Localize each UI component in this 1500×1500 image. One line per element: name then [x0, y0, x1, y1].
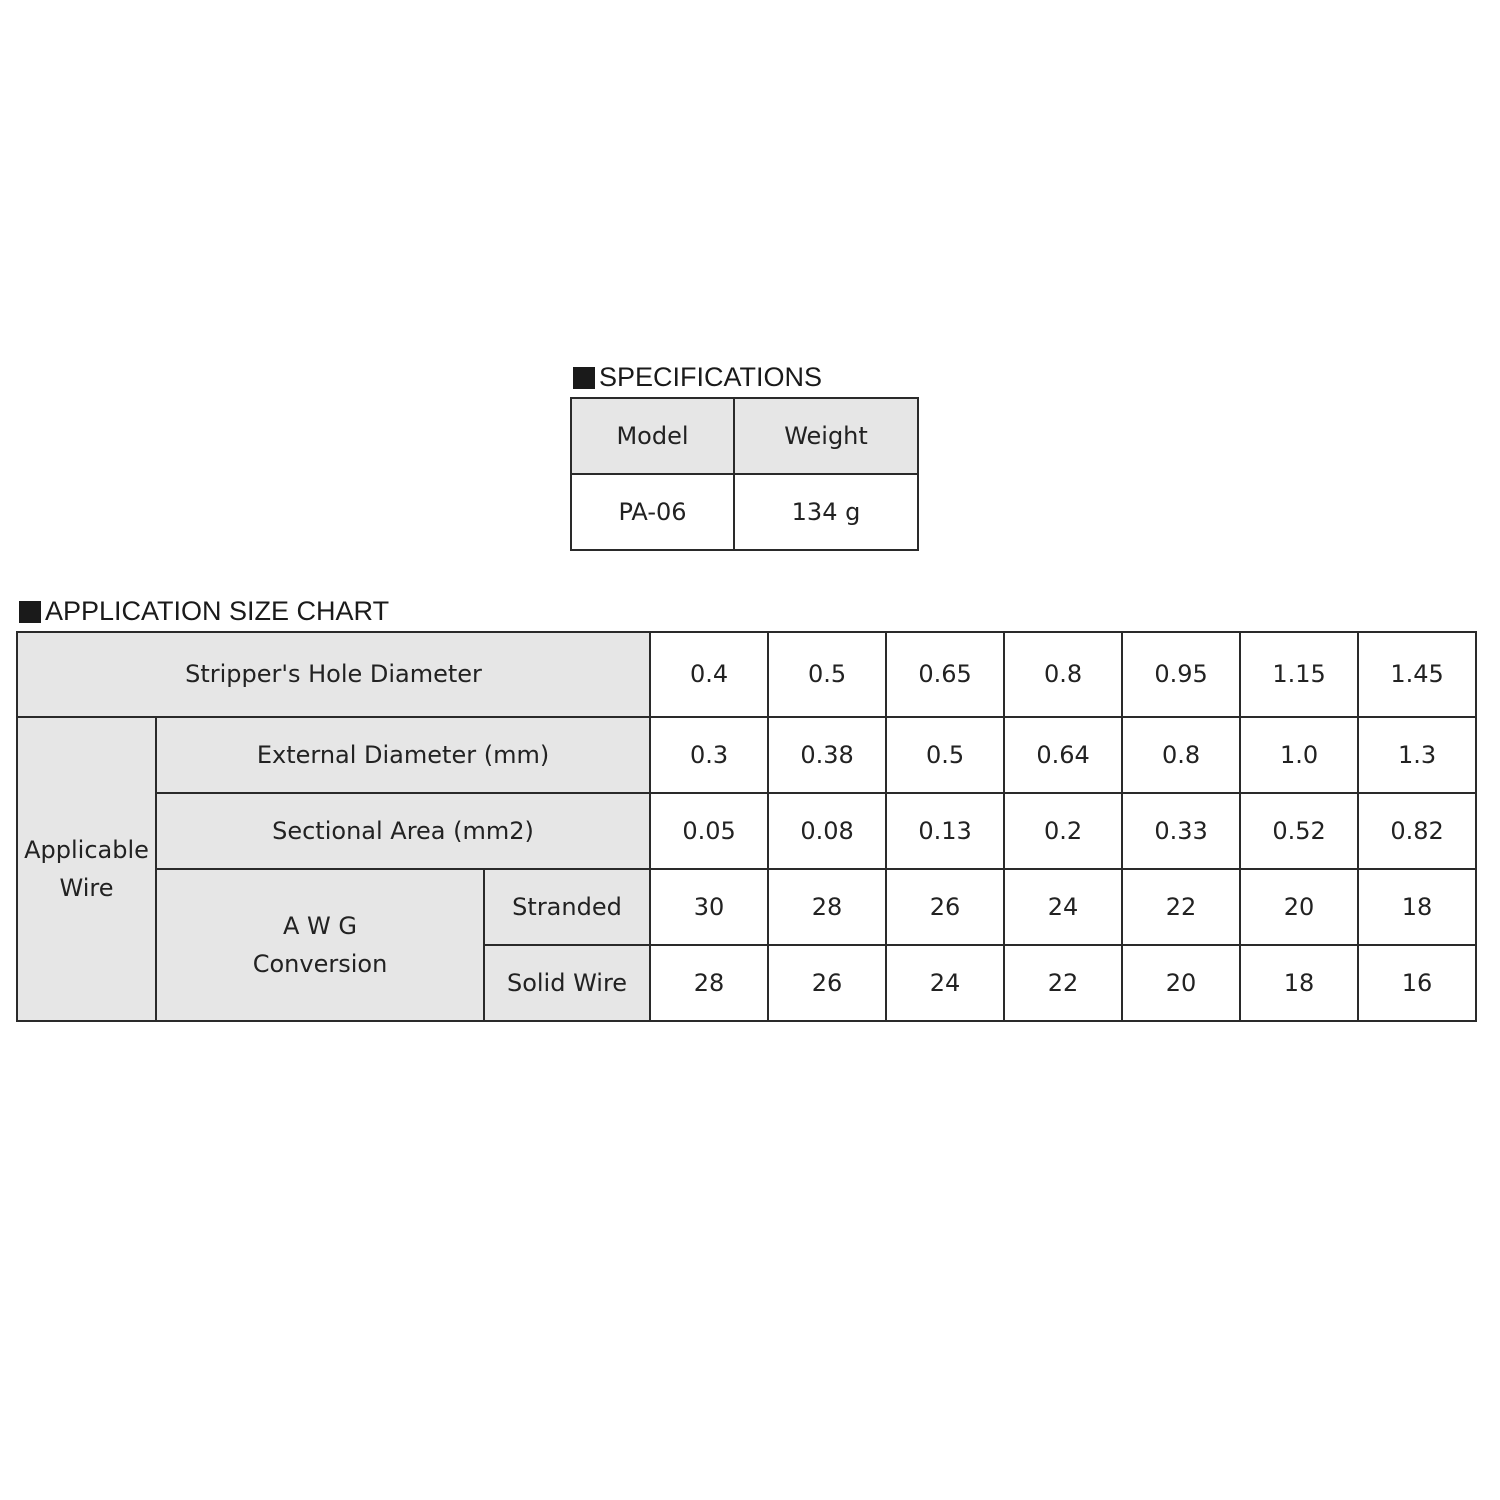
hole-diameter-value: 0.5: [768, 632, 886, 717]
table-row: [17, 793, 1476, 869]
sectional-area-value: 0.82: [1358, 793, 1476, 869]
solid-awg-value: 20: [1122, 945, 1240, 1021]
solid-awg-value: 16: [1358, 945, 1476, 1021]
solid-awg-value: 22: [1004, 945, 1122, 1021]
stranded-awg-value: 20: [1240, 869, 1358, 945]
stranded-awg-value: 18: [1358, 869, 1476, 945]
applicable-wire-label: [17, 717, 156, 1021]
column-header-weight: Weight: [734, 398, 918, 474]
hole-diameter-value: 0.4: [650, 632, 768, 717]
external-diameter-value: 0.64: [1004, 717, 1122, 793]
stranded-awg-value: 30: [650, 869, 768, 945]
external-diameter-value: 0.38: [768, 717, 886, 793]
external-diameter-value: 0.5: [886, 717, 1004, 793]
size-chart-heading-text: APPLICATION SIZE CHART: [45, 596, 390, 626]
solid-awg-value: 18: [1240, 945, 1358, 1021]
sectional-area-value: 0.08: [768, 793, 886, 869]
size-chart-heading: [19, 596, 389, 627]
awg-label-line1: A W G: [282, 911, 357, 940]
stranded-awg-value: 24: [1004, 869, 1122, 945]
stranded-awg-value: 26: [886, 869, 1004, 945]
awg-conversion-label: [156, 869, 484, 1021]
sectional-area-value: 0.05: [650, 793, 768, 869]
sectional-area-label: Sectional Area (mm2): [156, 793, 650, 869]
size-chart-table: [16, 631, 1477, 1022]
specifications-heading-text: SPECIFICATIONS: [599, 362, 823, 392]
model-value: PA-06: [571, 474, 734, 550]
stranded-awg-value: 22: [1122, 869, 1240, 945]
hole-diameter-label: Stripper's Hole Diameter: [17, 632, 650, 717]
sectional-area-value: 0.33: [1122, 793, 1240, 869]
stranded-label: Stranded: [484, 869, 650, 945]
hole-diameter-value: 1.45: [1358, 632, 1476, 717]
applicable-wire-label-line2: Wire: [59, 874, 114, 902]
specifications-heading: [573, 362, 822, 393]
external-diameter-value: 1.3: [1358, 717, 1476, 793]
table-row: [17, 632, 1476, 717]
hole-diameter-value: 0.95: [1122, 632, 1240, 717]
sectional-area-value: 0.2: [1004, 793, 1122, 869]
awg-label-line2: Conversion: [252, 950, 388, 978]
external-diameter-value: 0.8: [1122, 717, 1240, 793]
table-row: [17, 717, 1476, 793]
stranded-awg-value: 28: [768, 869, 886, 945]
hole-diameter-value: 0.65: [886, 632, 1004, 717]
specifications-table: [570, 397, 919, 551]
applicable-wire-label-line1: Applicable: [24, 835, 149, 864]
solid-awg-value: 24: [886, 945, 1004, 1021]
weight-value: 134 g: [734, 474, 918, 550]
table-row: [571, 398, 918, 474]
table-row: [17, 869, 1476, 945]
solid-awg-value: 28: [650, 945, 768, 1021]
table-row: [571, 474, 918, 550]
square-bullet-icon: [19, 601, 41, 623]
column-header-model: Model: [571, 398, 734, 474]
hole-diameter-value: 1.15: [1240, 632, 1358, 717]
sectional-area-value: 0.52: [1240, 793, 1358, 869]
external-diameter-value: 1.0: [1240, 717, 1358, 793]
sectional-area-value: 0.13: [886, 793, 1004, 869]
solid-awg-value: 26: [768, 945, 886, 1021]
external-diameter-label: External Diameter (mm): [156, 717, 650, 793]
square-bullet-icon: [573, 367, 595, 389]
external-diameter-value: 0.3: [650, 717, 768, 793]
solid-wire-label: Solid Wire: [484, 945, 650, 1021]
hole-diameter-value: 0.8: [1004, 632, 1122, 717]
